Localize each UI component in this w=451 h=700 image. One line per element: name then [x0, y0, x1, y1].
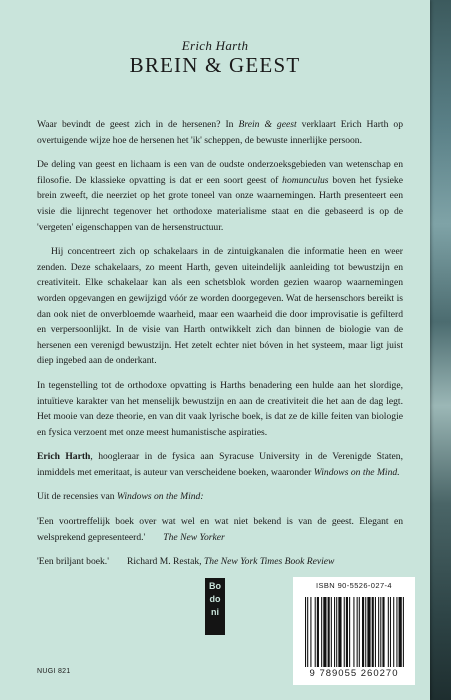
barcode-bar — [403, 597, 404, 667]
barcode-bar — [396, 597, 397, 667]
homunculus-term: homunculus — [282, 174, 329, 186]
barcode-bar — [367, 597, 370, 667]
barcode-bar — [346, 597, 348, 667]
barcode-bars — [305, 597, 405, 667]
review-source-2: The New York Times Book Review — [203, 556, 335, 568]
review-quote-1: 'Een voortreffelijk boek over wat wel en wat niet bekend is van de geest. Elegant en welsprekend gepresenteerd.' The New Yorker — [37, 516, 403, 543]
barcode-bar — [323, 597, 326, 667]
author-bio: Erich Harth, hoogleraar in de fysica aan Syracuse University in de Verenigde Staten, inmiddels met emeritaat, is auteur van verscheidene boeken, waaronder Windows on the Mind. — [37, 451, 403, 478]
barcode-bar — [359, 597, 360, 667]
barcode-bar — [321, 597, 322, 667]
barcode-bar — [331, 597, 332, 667]
blurb — [37, 117, 403, 579]
barcode-bar — [382, 597, 384, 667]
barcode-bar — [310, 597, 311, 667]
reviews-intro: Uit de recensies van Windows on the Mind: — [37, 491, 204, 503]
barcode-bar — [357, 597, 358, 667]
barcode-bar — [372, 597, 374, 667]
review-source-1: The New Yorker — [163, 531, 225, 543]
barcode-panel — [293, 577, 415, 685]
barcode-bar — [307, 597, 308, 667]
barcode-bar — [328, 597, 330, 667]
publisher-logo: Bo do ni — [205, 578, 225, 635]
blurb-paragraph-3: Hij concentreert zich op schakelaars in de zintuigkanalen die informatie heen en weer zenden. Deze schakelaars, zo meent Harth, geven uiteindelijk aanleiding tot bewustzijn en creativiteit. Elke schakelaar kan als een schetsblok worden gezien waarop waarnemingen worden opgevangen en gewijzigd vóór ze worden doorgegeven. Wat de hersenschors bereikt is dan ook niet de onverbloemde waarheid, maar een waarheid die door improvisatie is gefilterd en verpersoonlijkt. In de visie van Harth ontwikkelt zich dan binnen de biologie van de hersenen een verenigd bewustzijn. Het zetelt echter niet bóven in het systeem, maar ligt juist diep ingebed aan de onderkant. — [37, 246, 403, 367]
nugi-code: NUGI 821 — [37, 668, 71, 675]
barcode-bar — [305, 597, 306, 667]
review-quote-2: 'Een briljant boek.' Richard M. Restak, The New York Times Book Review — [37, 556, 335, 568]
barcode-bar — [393, 597, 394, 667]
barcode-bar — [378, 597, 379, 667]
reviews-book-title: Windows on the Mind: — [116, 491, 204, 503]
book-title-inline: Brein & geest — [238, 119, 297, 130]
barcode-bar — [365, 597, 366, 667]
barcode-bar — [336, 597, 337, 667]
isbn-number: ISBN 90-5526-027-4 — [316, 581, 392, 590]
barcode-bar — [338, 597, 341, 667]
barcode-bar — [334, 597, 335, 667]
barcode-bar — [390, 597, 391, 667]
barcode-bar — [362, 597, 364, 667]
barcode-bar — [344, 597, 345, 667]
barcode-bar — [315, 597, 316, 667]
ean-number: 9 789055 260270 — [309, 668, 399, 679]
bio-book-title: Windows on the Mind. — [313, 466, 400, 478]
barcode-bar — [375, 597, 376, 667]
author-name: Erich Harth — [181, 38, 249, 53]
barcode-bar — [388, 597, 389, 667]
barcode-bar — [399, 597, 402, 667]
barcode-bar — [380, 597, 381, 667]
blurb-paragraph-4: In tegenstelling tot de orthodoxe opvatting is Harths benadering een hulde aan het slordige, intuïtieve karakter van het menselijk bewustzijn en aan de creativiteit die het aan de dag legt. Het mooie van deze theorie, en van dit vaak lyrische boek, is dat ze de kille feiten van biologie en fysica verzoent met onze meest humanistische aspiraties. — [37, 379, 403, 438]
book-title: BREIN & GEEST — [129, 53, 301, 77]
barcode-bar — [317, 597, 319, 667]
barcode-bar — [353, 597, 354, 667]
author-bio-name: Erich Harth — [37, 451, 91, 463]
blurb-paragraph-2: De deling van geest en lichaam is een van de oudste onderzoeksgebieden van wetenschap en filosofie. De klassieke opvatting is dat er een soort geest of homunculus boven het fysieke brein zweeft, die neerziet op het grote toneel van onze waarnemingen. Harth presenteert een visie die lijnrecht tegenover het orthodoxe materialisme staat en die gebaseerd is op de 'vergeten' eigenschappen van de hersenstructuur. — [37, 159, 403, 233]
barcode-bar — [349, 597, 350, 667]
blurb-paragraph-1: Waar bevindt de geest zich in de hersenen? In Brein & geest verklaart Erich Harth op overtuigende wijze hoe de hersenen het 'ik' scheppen, de bewuste innerlijke persoon. — [37, 119, 403, 146]
book-spine — [429, 0, 451, 700]
